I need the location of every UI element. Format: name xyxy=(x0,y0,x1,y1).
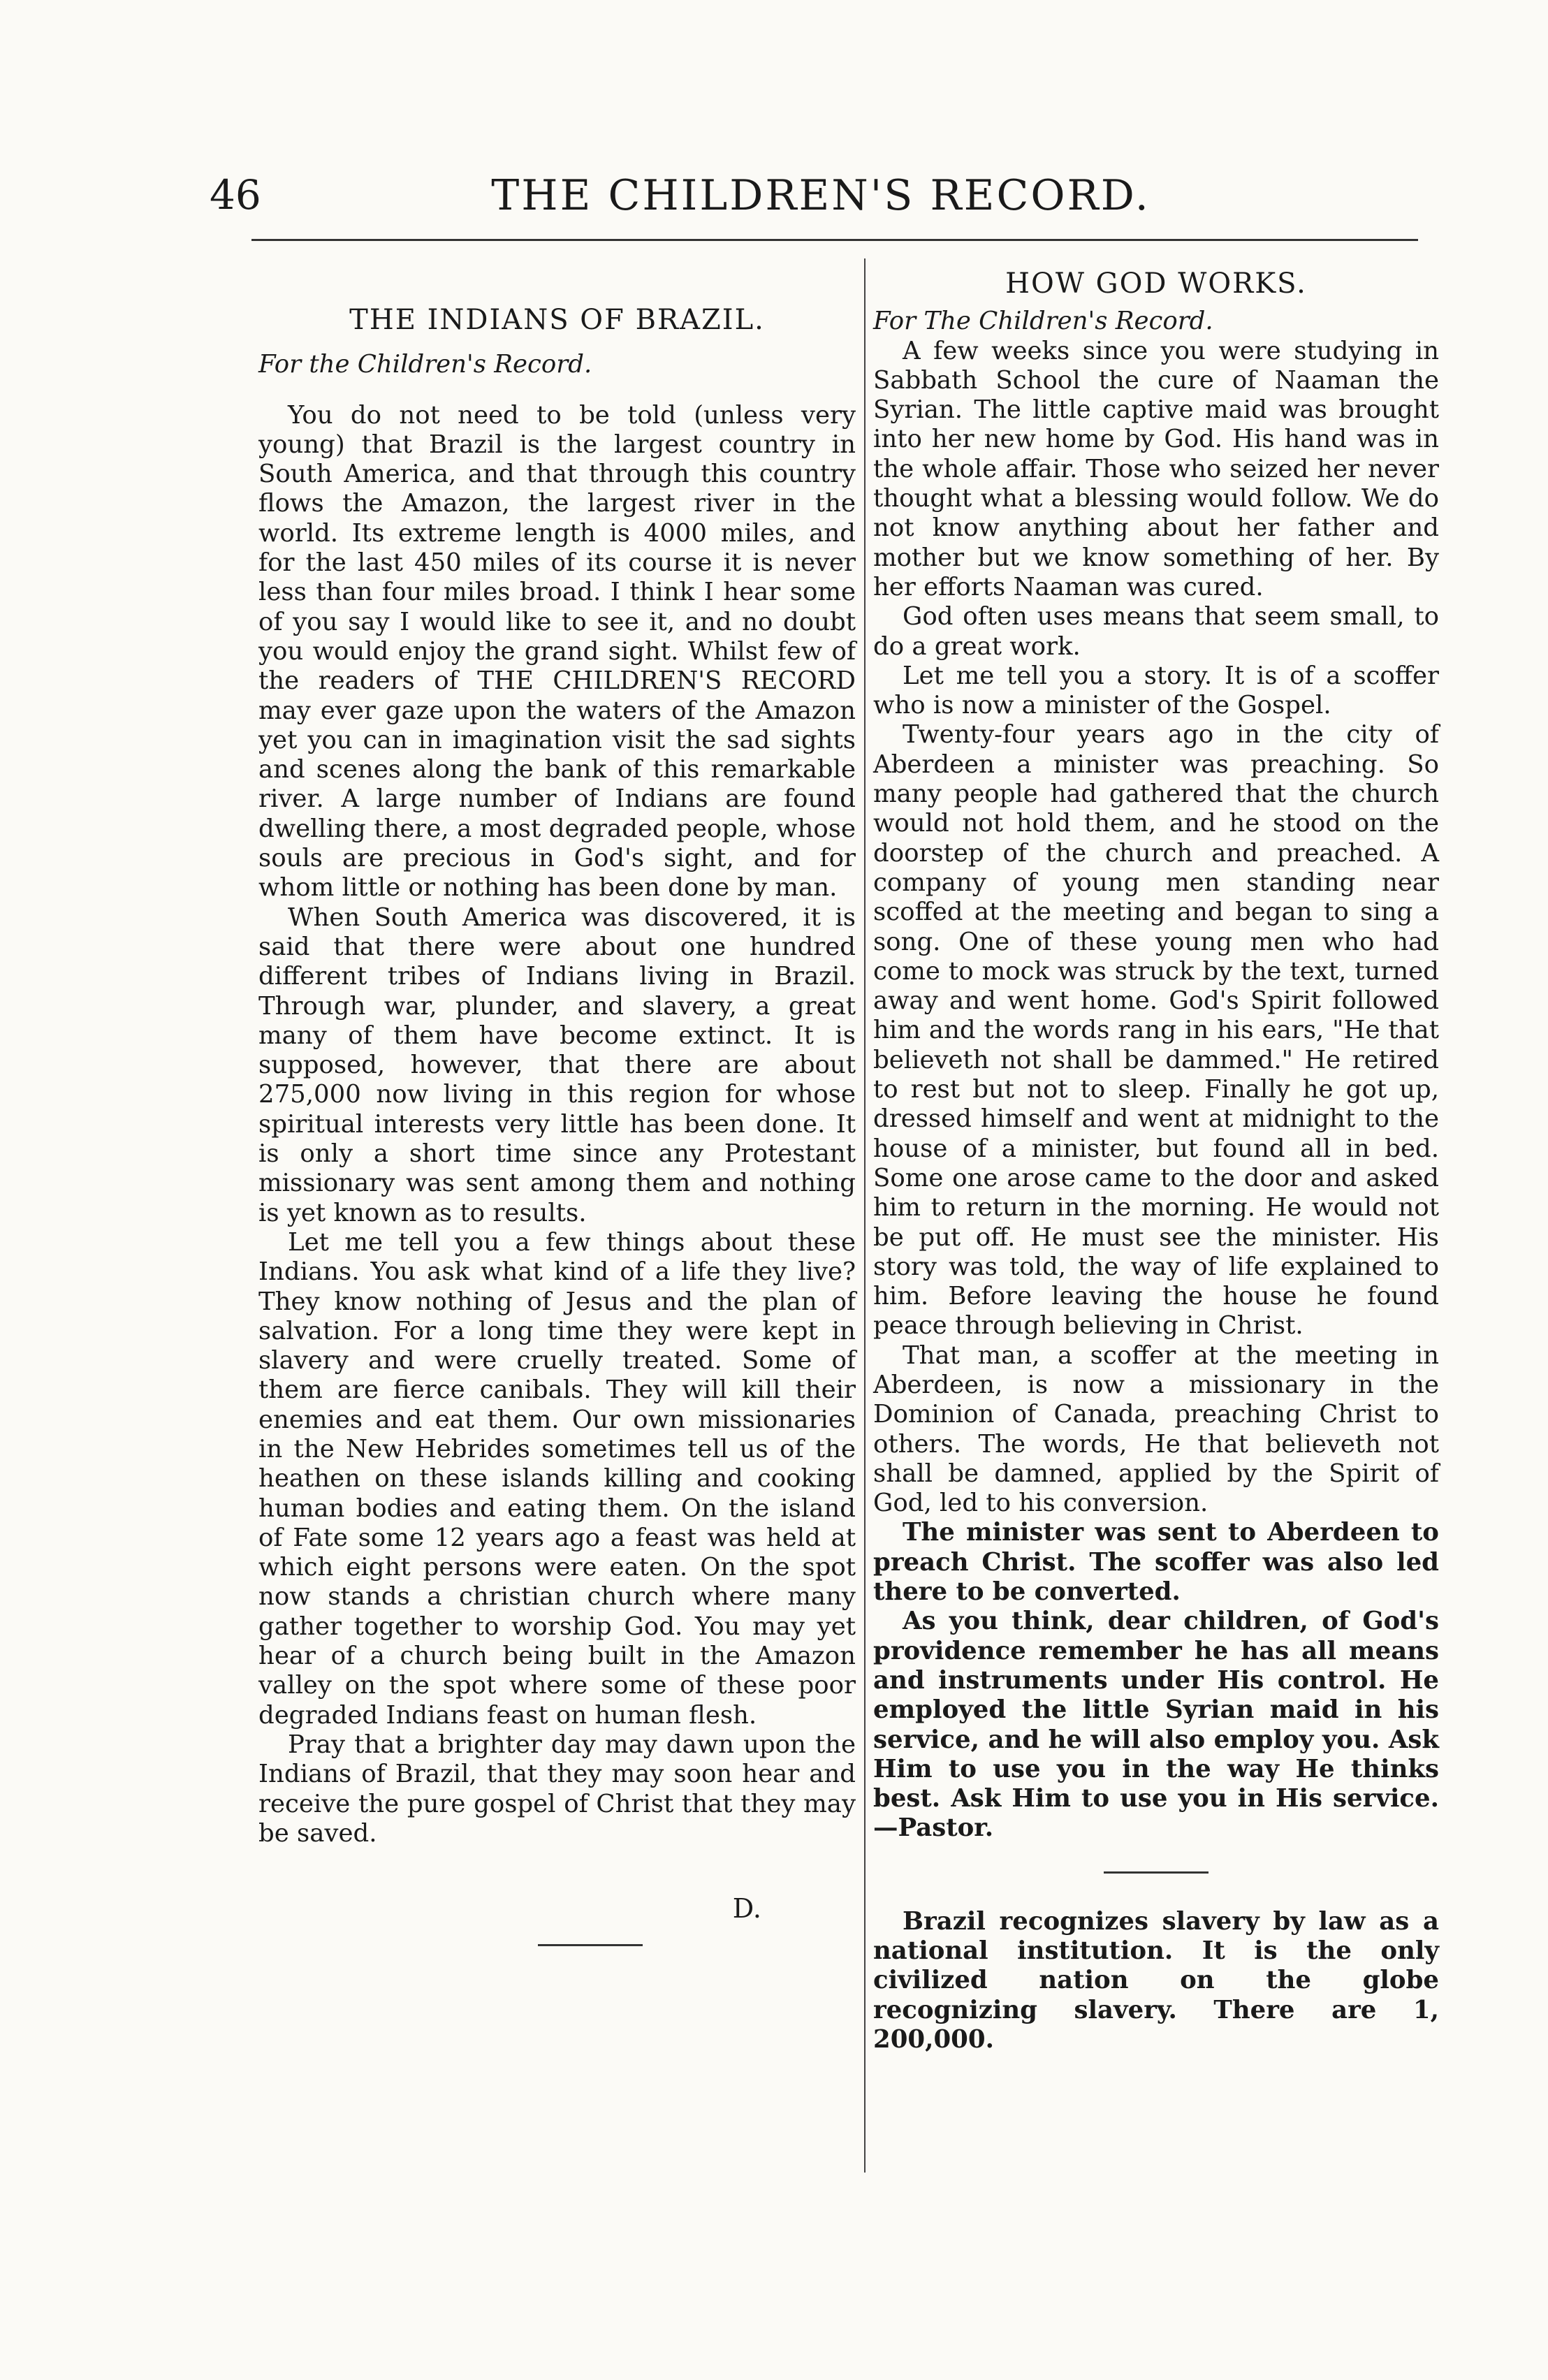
column-divider xyxy=(864,258,866,2173)
paragraph: When South America was discovered, it is said that there were about one hundred different tribes of Indians living in Brazil. Through war, plunder, and slavery, a great many of them have become extinct. It is supposed, however, that there are about 275,000 now living in this region for whose spiritual interests very little has been done. It is only a short time since any Protestant missionary was sent among them and nothing is yet known as to results. xyxy=(258,903,856,1227)
paragraph: A few weeks since you were studying in Sabbath School the cure of Naaman the Syrian. The little captive maid was brought into her new home by God. His hand was in the whole affair. Those who seized her never thought what a blessing would follow. We do not know anything about her father and mother but we know something of her. By her efforts Naaman was cured. xyxy=(873,336,1439,601)
article-byline: For the Children's Record. xyxy=(258,350,592,379)
article-title-indians-of-brazil: THE INDIANS OF BRAZIL. xyxy=(349,304,765,336)
article-title-how-god-works: HOW GOD WORKS. xyxy=(1005,268,1307,300)
paragraph: The minister was sent to Aberdeen to preach Christ. The scoffer was also led there to be converted. xyxy=(873,1518,1439,1607)
page-number: 46 xyxy=(210,171,261,219)
paragraph: Pray that a brighter day may dawn upon the Indians of Brazil, that they may soon hear and receive the pure gospel of Christ that they may be saved. xyxy=(258,1730,856,1848)
header-rule xyxy=(251,239,1418,241)
left-column xyxy=(258,269,856,1946)
article-signature: D. xyxy=(732,1893,761,1925)
page-header xyxy=(210,171,1432,234)
paragraph: God often uses means that seem small, to do a great work. xyxy=(873,602,1439,661)
paragraph: Let me tell you a story. It is of a scoffer who is now a minister of the Gospel. xyxy=(873,661,1439,720)
slavery-note: Brazil recognizes slavery by law as a national institution. It is the only civilized nation on the globe recognizing slavery. There are 1, 200,000. xyxy=(873,1906,1439,2054)
paragraph: You do not need to be told (unless very young) that Brazil is the largest country in South America, and that through this country flows the Amazon, the largest river in the world. Its extreme length is 4000 miles, and for the last 450 miles of its course it is never less than four miles broad. I think I hear some of you say I would like to see it, and no doubt you would enjoy the grand sight. Whilst few of the readers of THE CHILDREN'S RECORD may ever gaze upon the waters of the Amazon yet you can in imagination visit the sad sights and scenes along the bank of this remarkable river. A large number of Indians are found dwelling there, a most degraded people, whose souls are precious in God's sight, and for whom little or nothing has been done by man. xyxy=(258,400,856,903)
paragraph: That man, a scoffer at the meeting in Aberdeen, is now a missionary in the Dominion of Canada, preaching Christ to others. The words, He that believeth not shall be damned, applied by the Spirit of God, led to his conversion. xyxy=(873,1341,1439,1518)
article-byline: For The Children's Record. xyxy=(873,307,1213,336)
running-title: THE CHILDREN'S RECORD. xyxy=(491,171,1151,220)
paragraph: As you think, dear children, of God's providence remember he has all means and instruments under His control. He employed the little Syrian maid in his service, and he will also employ you. Ask Him to use you in the way He thinks best. Ask Him to use you in His service. —Pastor. xyxy=(873,1607,1439,1843)
paragraph: Let me tell you a few things about these Indians. You ask what kind of a life they live? They know nothing of Jesus and the plan of salvation. For a long time they were kept in slavery and were cruelly treated. Some of them are fierce canibals. They will kill their enemies and eat them. Our own missionaries in the New Hebrides sometimes tell us of the heathen on these islands killing and cooking human bodies and eating them. On the island of Fate some 12 years ago a feast was held at which eight persons were eaten. On the spot now stands a christian church where many gather together to worship God. You may yet hear of a church being built in the Amazon valley on the spot where some of these poor degraded Indians feast on human flesh. xyxy=(258,1227,856,1730)
paragraph: Twenty-four years ago in the city of Aberdeen a minister was preaching. So many people had gathered that the church would not hold them, and he stood on the doorstep of the church and preached. A company of young men standing near scoffed at the meeting and began to sing a song. One of these young men who had come to mock was struck by the text, turned away and went home. God's Spirit followed him and the words rang in his ears, "He that believeth not shall be dammed." He retired to rest but not to sleep. Finally he got up, dressed himself and went at midnight to the house of a minister, but found all in bed. Some one arose came to the door and asked him to return in the morning. He would not be put off. He must see the minister. His story was told, the way of life explained to him. Before leaving the house he found peace through believing in Christ. xyxy=(873,720,1439,1341)
section-rule xyxy=(1104,1871,1209,1874)
section-rule xyxy=(538,1944,643,1946)
right-column xyxy=(873,269,1439,2054)
